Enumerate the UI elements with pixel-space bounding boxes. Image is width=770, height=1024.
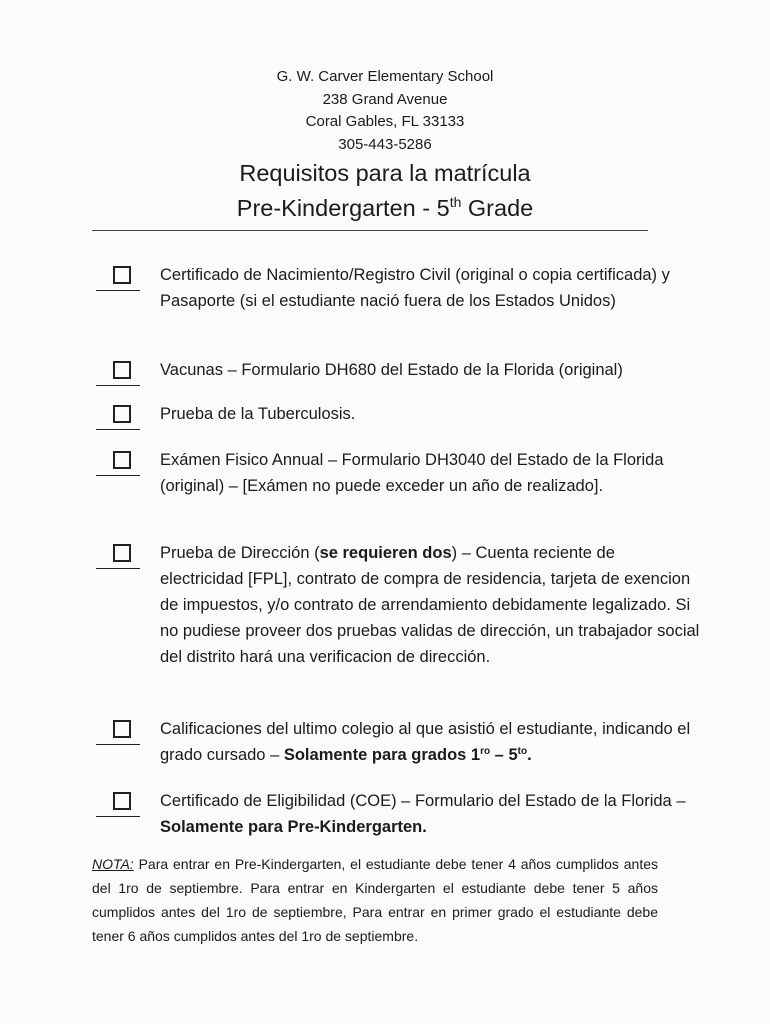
checkbox-physical-exam[interactable] [96, 447, 140, 477]
text-part: ) – Cuenta reciente de electricidad [FPL], contrato de compra de residencia, tarjeta de exencion de impuestos, y/o contrato de arrendamiento debidamente legalizado. Si no pudiese proveer dos pruebas validas de dirección, un trabajador social del distrito hará una verificacion de dirección. [160, 544, 700, 666]
checkbox-underline [96, 568, 140, 569]
requirement-text: Certificado de Nacimiento/Registro Civil (original o copia certificada) y Pasaporte (si el estudiante nació fuera de los Estados Unidos) [160, 266, 670, 310]
text-bold: se requieren dos [319, 544, 452, 562]
checkbox-vaccines[interactable] [96, 357, 140, 387]
checkbox-grades[interactable] [96, 716, 140, 746]
text-bold-part: . [527, 746, 532, 764]
checkbox-underline [96, 816, 140, 817]
text-part: Calificaciones del ultimo colegio al que asistió el estudiante, indicando el grado cursado – [160, 720, 691, 764]
page-title: Requisitos para la matrícula [239, 160, 531, 186]
checkbox-tuberculosis[interactable] [96, 401, 140, 431]
subtitle-end: Grade [461, 195, 534, 221]
checkbox-square-icon [113, 544, 131, 562]
subtitle-sup: th [449, 194, 462, 210]
checkbox-square-icon [113, 720, 131, 738]
text-sup: to [517, 746, 528, 757]
requirement-text: Exámen Fisico Annual – Formulario DH3040 del Estado de la Florida (original) – [Exámen no puede exceder un año de realizado]. [160, 451, 664, 495]
text-part: Certificado de Eligibilidad (COE) – Formulario del Estado de la Florida – [160, 792, 686, 810]
requirement-text [160, 788, 700, 840]
checkbox-underline [96, 744, 140, 745]
checkbox-underline [96, 475, 140, 476]
school-name: G. W. Carver Elementary School [276, 68, 494, 85]
note-text: Para entrar en Pre-Kindergarten, el estudiante debe tener 4 años cumplidos antes del 1ro de septiembre. Para entrar en Kindergarten el estudiante debe tener 5 años cumplidos antes del 1ro de septiembre, Para entrar en primer grado el estudiante debe tener 6 años cumplidos antes del 1ro de septiembre. [92, 856, 658, 944]
checkbox-square-icon [113, 405, 131, 423]
note-paragraph [92, 852, 658, 948]
checkbox-underline [96, 290, 140, 291]
note-label: NOTA: [92, 856, 134, 872]
title-divider [92, 230, 648, 231]
text-sup: ro [480, 746, 491, 757]
checkbox-square-icon [113, 361, 131, 379]
requirement-text [160, 540, 700, 670]
text-bold [284, 746, 532, 764]
checkbox-birth-certificate[interactable] [96, 262, 140, 292]
requirement-text [160, 716, 700, 768]
checkbox-underline [96, 429, 140, 430]
school-street: 238 Grand Avenue [322, 90, 448, 108]
checkbox-square-icon [113, 266, 131, 284]
requirement-text: Vacunas – Formulario DH680 del Estado de la Florida (original) [160, 361, 623, 379]
text-bold-part: – 5 [490, 746, 518, 764]
checkbox-proof-of-address[interactable] [96, 540, 140, 570]
checkbox-square-icon [113, 792, 131, 810]
school-city: Coral Gables, FL 33133 [305, 113, 465, 130]
subtitle-text: Pre-Kindergarten - 5 [236, 195, 450, 221]
school-phone: 305-443-5286 [338, 135, 432, 153]
school-header [0, 66, 770, 156]
checkbox-coe[interactable] [96, 788, 140, 818]
page-subtitle [0, 195, 770, 222]
checkbox-underline [96, 385, 140, 386]
checkbox-square-icon [113, 451, 131, 469]
text-part: Prueba de Dirección ( [160, 544, 320, 562]
text-bold-part: Solamente para grados 1 [283, 746, 481, 764]
text-bold: Solamente para Pre-Kindergarten. [160, 818, 427, 836]
requirement-text: Prueba de la Tuberculosis. [160, 405, 356, 423]
